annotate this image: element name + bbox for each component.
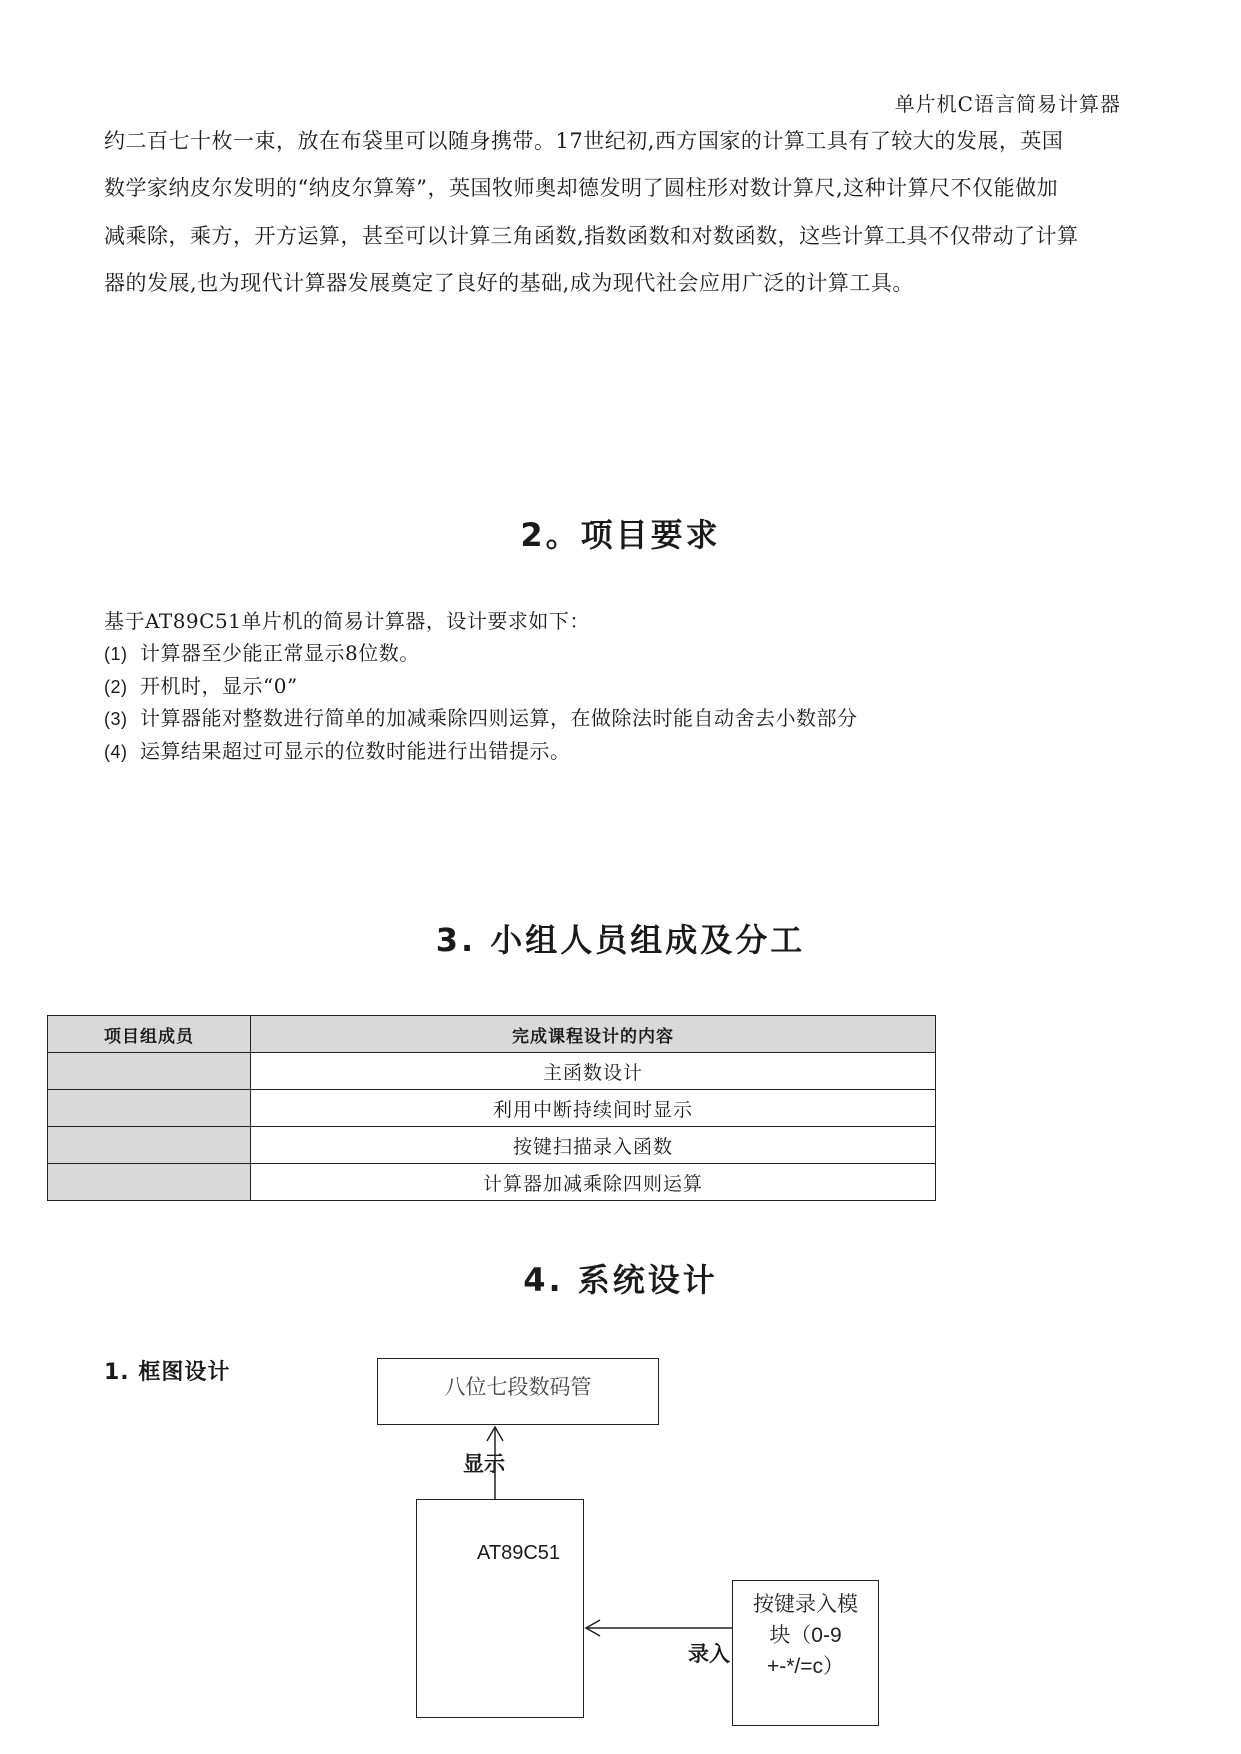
task-cell: 主函数设计 [251, 1053, 936, 1090]
keypad-label-line-3: +-*/=c） [766, 1655, 845, 1678]
section-4-title: 4. 系统设计 [523, 1261, 718, 1299]
edge-label-input: 录入 [688, 1642, 730, 1666]
task-cell: 利用中断持续间时显示 [251, 1090, 936, 1127]
mcu-box [416, 1499, 584, 1718]
task-cell: 计算器加减乘除四则运算 [251, 1164, 936, 1201]
keypad-label-line-2: 块（0-9 [769, 1624, 842, 1647]
display-module-label: 八位七段数码管 [444, 1375, 592, 1399]
section-3-title: 3. 小组人员组成及分工 [435, 921, 806, 959]
item-number: (1) [104, 644, 128, 664]
intro-line-1: 约二百七十枚一束，放在布袋里可以随身携带。17世纪初,西方国家的计算工具有了较大的发展，英国 [104, 129, 1064, 153]
item-text: 计算器能对整数进行简单的加减乘除四则运算，在做除法时能自动舍去小数部分 [140, 706, 858, 730]
item-text: 运算结果超过可显示的位数时能进行出错提示。 [140, 739, 571, 763]
task-cell: 按键扫描录入函数 [251, 1127, 936, 1164]
table-header-cell: 完成课程设计的内容 [251, 1016, 936, 1053]
requirements-lead: 基于AT89C51单片机的简易计算器，设计要求如下： [104, 609, 590, 633]
item-number: (4) [104, 742, 128, 762]
subsection-title: 1. 框图设计 [104, 1360, 231, 1385]
keypad-module-box [732, 1580, 879, 1726]
keypad-label-line-1: 按键录入模 [753, 1592, 858, 1616]
display-module-box [377, 1358, 659, 1425]
section-2-title: 2。项目要求 [520, 516, 721, 554]
intro-line-2: 数学家纳皮尔发明的“纳皮尔算筹”，英国牧师奥却德发明了圆柱形对数计算尺,这种计算尺不仅能做加 [104, 176, 1059, 200]
item-number: (3) [104, 709, 128, 729]
intro-line-4: 器的发展,也为现代计算器发展奠定了良好的基础,成为现代社会应用广泛的计算工具。 [104, 271, 914, 295]
running-header: 单片机C语言简易计算器 [894, 92, 1121, 116]
table-header-cell: 项目组成员 [48, 1016, 251, 1053]
mcu-label: AT89C51 [477, 1542, 561, 1564]
item-number: (2) [104, 677, 128, 697]
intro-line-3: 减乘除，乘方，开方运算，甚至可以计算三角函数,指数函数和对数函数，这些计算工具不仅带动了计算 [104, 224, 1079, 248]
item-text: 计算器至少能正常显示8位数。 [140, 641, 420, 665]
item-text: 开机时，显示“0” [140, 674, 298, 698]
edge-label-display: 显示 [463, 1452, 505, 1476]
